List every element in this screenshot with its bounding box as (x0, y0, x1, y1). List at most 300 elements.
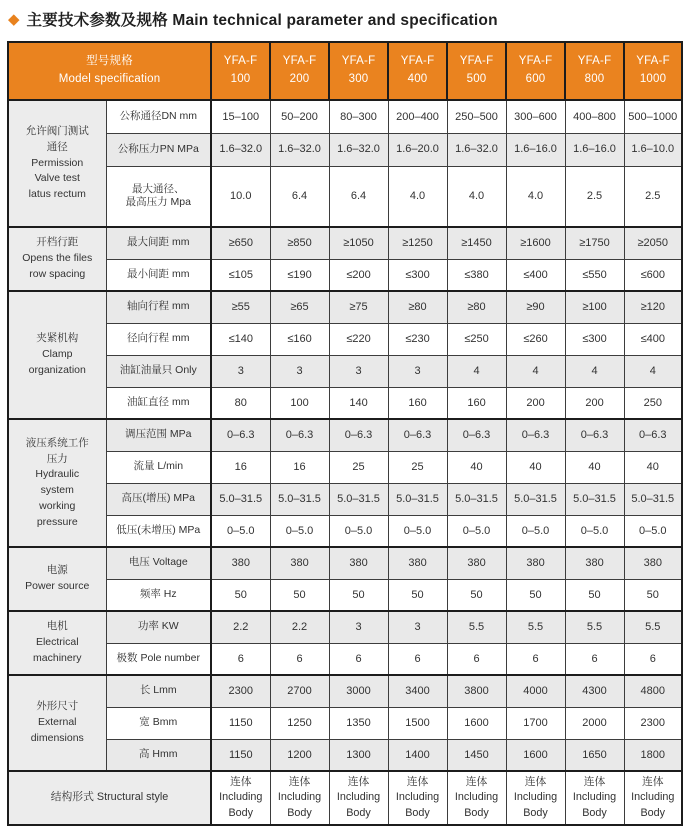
model-name: YFA-F (282, 55, 317, 68)
value-cell: ≥1050 (329, 227, 388, 259)
value-cell: 1600 (506, 739, 565, 771)
value-cell: ≥75 (329, 291, 388, 323)
footer-line: Body (464, 806, 489, 819)
category-cell (8, 291, 106, 419)
param-label-cell: 径向行程 mm (106, 323, 211, 355)
model-column-header (506, 42, 565, 100)
value-cell: 6 (447, 643, 506, 675)
param-label-cell: 高 Hmm (106, 739, 211, 771)
model-size: 800 (584, 73, 605, 85)
value-cell: ≥1450 (447, 227, 506, 259)
value-cell: 200 (565, 387, 624, 419)
value-cell: 0–6.3 (447, 419, 506, 451)
model-column-header (388, 42, 447, 100)
model-column-header (565, 42, 624, 100)
value-cell: 3 (388, 611, 447, 643)
value-cell: 6 (624, 643, 682, 675)
footer-line: Including (277, 791, 322, 804)
value-cell: 5.0–31.5 (388, 483, 447, 515)
value-cell: 140 (329, 387, 388, 419)
value-cell: ≥80 (388, 291, 447, 323)
category-line: 外形尺寸 (36, 700, 79, 713)
structural-style-cell (447, 771, 506, 825)
value-cell: ≤600 (624, 259, 682, 291)
value-cell: 1.6–32.0 (447, 133, 506, 166)
value-cell: 5.5 (506, 611, 565, 643)
value-cell: 3 (329, 355, 388, 387)
value-cell: 50 (270, 579, 329, 611)
value-cell: ≤105 (211, 259, 270, 291)
footer-line: Including (219, 791, 263, 804)
model-column-header (329, 42, 388, 100)
value-cell: 3 (270, 355, 329, 387)
value-cell: 0–6.3 (565, 419, 624, 451)
value-cell: 6 (270, 643, 329, 675)
param-label-cell: 功率 KW (106, 611, 211, 643)
param-label-cell: 宽 Bmm (106, 707, 211, 739)
section-title-text: 主要技术参数及规格 Main technical parameter and specification (26, 12, 498, 29)
value-cell: 50 (329, 579, 388, 611)
section-title (0, 0, 688, 32)
param-label-cell: 油缸油量只 Only (106, 355, 211, 387)
model-spec-header-zh: 型号规格 (86, 55, 133, 68)
value-cell: ≤550 (565, 259, 624, 291)
structural-style-label: 结构形式 Structural style (8, 771, 211, 825)
value-cell: 2000 (565, 707, 624, 739)
value-cell: 16 (270, 451, 329, 483)
param-label-cell: 轴向行程 mm (106, 291, 211, 323)
value-cell: ≥55 (211, 291, 270, 323)
value-cell: 6 (211, 643, 270, 675)
value-cell: 1.6–20.0 (388, 133, 447, 166)
value-cell: 40 (624, 451, 682, 483)
value-cell: 16 (211, 451, 270, 483)
category-line: Opens the files (22, 252, 93, 265)
footer-line: Body (228, 806, 254, 819)
structural-style-cell (329, 771, 388, 825)
value-cell: ≤160 (270, 323, 329, 355)
value-cell: 5.5 (565, 611, 624, 643)
value-cell: 2300 (211, 675, 270, 707)
value-cell: 1600 (447, 707, 506, 739)
category-line: system (40, 484, 74, 496)
value-cell: 1.6–16.0 (506, 133, 565, 166)
param-label-cell: 调压范围 MPa (106, 419, 211, 451)
value-cell: 500–1000 (624, 100, 682, 133)
value-cell: ≥650 (211, 227, 270, 259)
table-row (8, 515, 682, 547)
value-cell: 4800 (624, 675, 682, 707)
table-row (8, 259, 682, 291)
param-label-cell: 公称压力PN MPa (106, 133, 211, 166)
value-cell: 0–6.3 (506, 419, 565, 451)
param-label-cell: 低压(未增压) MPa (106, 515, 211, 547)
category-line: 电机 (46, 620, 68, 633)
value-cell: 1.6–32.0 (329, 133, 388, 166)
model-size: 600 (525, 73, 546, 85)
table-row (8, 451, 682, 483)
table-row (8, 291, 682, 323)
category-line: Power source (25, 580, 90, 592)
value-cell: ≥100 (565, 291, 624, 323)
value-cell: 250 (624, 387, 682, 419)
value-cell: 1250 (270, 707, 329, 739)
structural-style-cell (506, 771, 565, 825)
value-cell: ≥1250 (388, 227, 447, 259)
value-cell: 5.5 (447, 611, 506, 643)
value-cell: 160 (447, 387, 506, 419)
value-cell: ≤300 (565, 323, 624, 355)
value-cell: 1150 (211, 707, 270, 739)
category-line: row spacing (29, 267, 86, 280)
value-cell: 1500 (388, 707, 447, 739)
category-line: pressure (36, 515, 78, 528)
footer-line: Body (523, 806, 548, 819)
value-cell: 200 (506, 387, 565, 419)
value-cell: ≥120 (624, 291, 682, 323)
value-cell: ≥90 (506, 291, 565, 323)
footer-line: 连体 (406, 776, 429, 789)
category-line: Clamp (42, 348, 73, 361)
model-size: 100 (230, 73, 251, 85)
value-cell: 25 (329, 451, 388, 483)
value-cell: 0–5.0 (329, 515, 388, 547)
category-line: machinery (33, 651, 82, 664)
value-cell: 6 (388, 643, 447, 675)
value-cell: 0–6.3 (211, 419, 270, 451)
category-cell (8, 227, 106, 291)
param-label-cell: 极数 Pole number (106, 643, 211, 675)
param-label-cell: 最小间距 mm (106, 259, 211, 291)
category-line: latus rectum (28, 188, 86, 201)
table-header-row (8, 42, 682, 100)
category-line: 开档行距 (36, 236, 79, 249)
table-row (8, 483, 682, 515)
value-cell: 1150 (211, 739, 270, 771)
footer-line: Body (405, 806, 430, 819)
value-cell: 2.5 (624, 166, 682, 227)
value-cell: 0–6.3 (270, 419, 329, 451)
value-cell: 4 (447, 355, 506, 387)
footer-line: 连体 (583, 776, 606, 789)
table-row (8, 611, 682, 643)
value-cell: 0–5.0 (211, 515, 270, 547)
value-cell: 15–100 (211, 100, 270, 133)
footer-line: Including (572, 791, 617, 804)
param-label-cell: 流量 L/min (106, 451, 211, 483)
category-cell (8, 675, 106, 771)
footer-line: Including (395, 791, 440, 804)
param-label-cell: 电压 Voltage (106, 547, 211, 579)
value-cell: 3 (388, 355, 447, 387)
value-cell: 40 (447, 451, 506, 483)
model-size: 200 (289, 73, 310, 85)
value-cell: 50 (506, 579, 565, 611)
table-row (8, 387, 682, 419)
value-cell: 300–600 (506, 100, 565, 133)
value-cell: 4 (624, 355, 682, 387)
value-cell: 2.5 (565, 166, 624, 227)
value-cell: 1650 (565, 739, 624, 771)
category-line: 电源 (46, 564, 68, 577)
table-row (8, 547, 682, 579)
value-cell: 4 (565, 355, 624, 387)
value-cell: 2300 (624, 707, 682, 739)
value-cell: 50 (211, 579, 270, 611)
value-cell: 0–5.0 (270, 515, 329, 547)
table-row (8, 166, 682, 227)
category-line: organization (28, 363, 86, 376)
value-cell: ≥80 (447, 291, 506, 323)
model-column-header (447, 42, 506, 100)
model-column-header (270, 42, 329, 100)
category-line: 压力 (46, 452, 68, 465)
value-cell: 4300 (565, 675, 624, 707)
value-cell: 1450 (447, 739, 506, 771)
footer-line: Including (513, 791, 558, 804)
value-cell: 1.6–32.0 (211, 133, 270, 166)
category-cell (8, 547, 106, 611)
value-cell: 0–6.3 (388, 419, 447, 451)
value-cell: 1200 (270, 739, 329, 771)
value-cell: 50 (565, 579, 624, 611)
table-row (8, 100, 682, 133)
model-size: 300 (348, 73, 369, 85)
category-line: Electrical (35, 636, 79, 649)
value-cell: 100 (270, 387, 329, 419)
footer-line: 连体 (229, 776, 252, 789)
model-name: YFA-F (459, 55, 494, 68)
table-row (8, 323, 682, 355)
footer-line: Including (454, 791, 499, 804)
category-line: 通径 (46, 140, 68, 153)
value-cell: 1.6–10.0 (624, 133, 682, 166)
value-cell: ≤250 (447, 323, 506, 355)
param-label-cell (106, 166, 211, 227)
value-cell: 380 (447, 547, 506, 579)
value-cell: 380 (270, 547, 329, 579)
footer-line: 连体 (524, 776, 547, 789)
diamond-icon: ◆ (8, 10, 20, 28)
value-cell: 1700 (506, 707, 565, 739)
structural-style-cell (270, 771, 329, 825)
param-label-cell: 公称通径DN mm (106, 100, 211, 133)
value-cell: 3 (329, 611, 388, 643)
value-cell: 380 (388, 547, 447, 579)
model-name: YFA-F (577, 55, 612, 68)
value-cell: 160 (388, 387, 447, 419)
value-cell: 0–5.0 (624, 515, 682, 547)
value-cell: 380 (506, 547, 565, 579)
value-cell: 4.0 (388, 166, 447, 227)
model-name: YFA-F (636, 55, 670, 68)
value-cell: 1300 (329, 739, 388, 771)
value-cell: 2.2 (270, 611, 329, 643)
value-cell: 2.2 (211, 611, 270, 643)
value-cell: 50–200 (270, 100, 329, 133)
model-size: 1000 (639, 73, 667, 85)
value-cell: 0–5.0 (506, 515, 565, 547)
param-label-cell: 长 Lmm (106, 675, 211, 707)
value-cell: 0–5.0 (565, 515, 624, 547)
param-label-cell: 高压(增压) MPa (106, 483, 211, 515)
value-cell: ≤220 (329, 323, 388, 355)
value-cell: 5.0–31.5 (506, 483, 565, 515)
value-cell: 380 (624, 547, 682, 579)
value-cell: ≥850 (270, 227, 329, 259)
value-cell: 6 (506, 643, 565, 675)
footer-line: Body (582, 806, 607, 819)
model-size: 400 (407, 73, 428, 85)
value-cell: 400–800 (565, 100, 624, 133)
value-cell: 10.0 (211, 166, 270, 227)
value-cell: 4.0 (447, 166, 506, 227)
category-cell (8, 100, 106, 227)
category-line: 液压系统工作 (25, 436, 89, 449)
value-cell: 40 (506, 451, 565, 483)
model-size: 500 (466, 73, 487, 85)
value-cell: 5.0–31.5 (624, 483, 682, 515)
value-cell: 4.0 (506, 166, 565, 227)
category-cell (8, 419, 106, 547)
value-cell: 1400 (388, 739, 447, 771)
footer-line: 连体 (288, 776, 311, 789)
table-row (8, 739, 682, 771)
footer-line: 连体 (641, 776, 664, 789)
value-cell: 4 (506, 355, 565, 387)
value-cell: ≥2050 (624, 227, 682, 259)
category-line: Permission (31, 156, 84, 169)
value-cell: 5.0–31.5 (211, 483, 270, 515)
param-label-cell: 油缸直径 mm (106, 387, 211, 419)
value-cell: 5.0–31.5 (329, 483, 388, 515)
value-cell: 5.0–31.5 (565, 483, 624, 515)
value-cell: 380 (211, 547, 270, 579)
table-row (8, 355, 682, 387)
footer-line: 连体 (347, 776, 370, 789)
value-cell: ≤230 (388, 323, 447, 355)
value-cell: 200–400 (388, 100, 447, 133)
structural-style-cell (565, 771, 624, 825)
value-cell: 3000 (329, 675, 388, 707)
value-cell: 80–300 (329, 100, 388, 133)
category-line: External (37, 716, 77, 729)
value-cell: 6 (329, 643, 388, 675)
table-row (8, 579, 682, 611)
footer-line: Including (631, 791, 675, 804)
value-cell: ≤400 (506, 259, 565, 291)
value-cell: ≤300 (388, 259, 447, 291)
value-cell: 0–6.3 (624, 419, 682, 451)
category-line: 夹紧机构 (36, 332, 79, 345)
value-cell: 80 (211, 387, 270, 419)
value-cell: 50 (388, 579, 447, 611)
footer-line: Body (346, 806, 371, 819)
value-cell: 2700 (270, 675, 329, 707)
footer-line: Body (640, 806, 666, 819)
value-cell: 250–500 (447, 100, 506, 133)
value-cell: 0–5.0 (388, 515, 447, 547)
value-cell: 3 (211, 355, 270, 387)
category-cell (8, 611, 106, 675)
model-spec-header (8, 42, 211, 100)
model-column-header (624, 42, 682, 100)
table-row (8, 643, 682, 675)
value-cell: ≤190 (270, 259, 329, 291)
table-row (8, 675, 682, 707)
value-cell: 3400 (388, 675, 447, 707)
footer-line: 连体 (465, 776, 488, 789)
value-cell: ≤380 (447, 259, 506, 291)
value-cell: 5.0–31.5 (270, 483, 329, 515)
category-line: 允许阀门测试 (25, 125, 89, 138)
value-cell: 50 (447, 579, 506, 611)
value-cell: 1800 (624, 739, 682, 771)
value-cell: ≤200 (329, 259, 388, 291)
param-label-cell: 频率 Hz (106, 579, 211, 611)
category-line: working (39, 499, 76, 512)
value-cell: 0–6.3 (329, 419, 388, 451)
value-cell: 25 (388, 451, 447, 483)
param-label-cell: 最大间距 mm (106, 227, 211, 259)
value-cell: 4000 (506, 675, 565, 707)
value-cell: 3800 (447, 675, 506, 707)
value-cell: ≤400 (624, 323, 682, 355)
value-cell: 50 (624, 579, 682, 611)
value-cell: 1.6–32.0 (270, 133, 329, 166)
category-line: Hydraulic (35, 468, 80, 481)
label-line: 最高压力 Mpa (125, 196, 191, 209)
value-cell: ≤260 (506, 323, 565, 355)
model-name: YFA-F (341, 55, 376, 68)
table-row (8, 133, 682, 166)
label-line: 最大通径、 (132, 182, 185, 195)
table-row (8, 419, 682, 451)
value-cell: 1.6–16.0 (565, 133, 624, 166)
category-line: dimensions (30, 731, 84, 744)
footer-row (8, 771, 682, 825)
model-name: YFA-F (518, 55, 553, 68)
value-cell: 1350 (329, 707, 388, 739)
table-row (8, 227, 682, 259)
value-cell: ≥1750 (565, 227, 624, 259)
value-cell: ≤140 (211, 323, 270, 355)
category-line: Valve test (34, 172, 80, 185)
model-spec-header-en: Model specification (58, 73, 161, 85)
model-name: YFA-F (400, 55, 435, 68)
structural-style-cell (624, 771, 682, 825)
value-cell: ≥65 (270, 291, 329, 323)
value-cell: 40 (565, 451, 624, 483)
model-column-header (211, 42, 270, 100)
value-cell: 380 (329, 547, 388, 579)
value-cell: 0–5.0 (447, 515, 506, 547)
value-cell: 6 (565, 643, 624, 675)
table-row (8, 707, 682, 739)
structural-style-cell (211, 771, 270, 825)
model-name: YFA-F (223, 55, 258, 68)
value-cell: 6.4 (329, 166, 388, 227)
footer-line: Body (287, 806, 312, 819)
value-cell: ≥1600 (506, 227, 565, 259)
value-cell: 380 (565, 547, 624, 579)
spec-table (7, 41, 683, 826)
footer-line: Including (336, 791, 381, 804)
value-cell: 5.5 (624, 611, 682, 643)
value-cell: 6.4 (270, 166, 329, 227)
structural-style-cell (388, 771, 447, 825)
value-cell: 5.0–31.5 (447, 483, 506, 515)
